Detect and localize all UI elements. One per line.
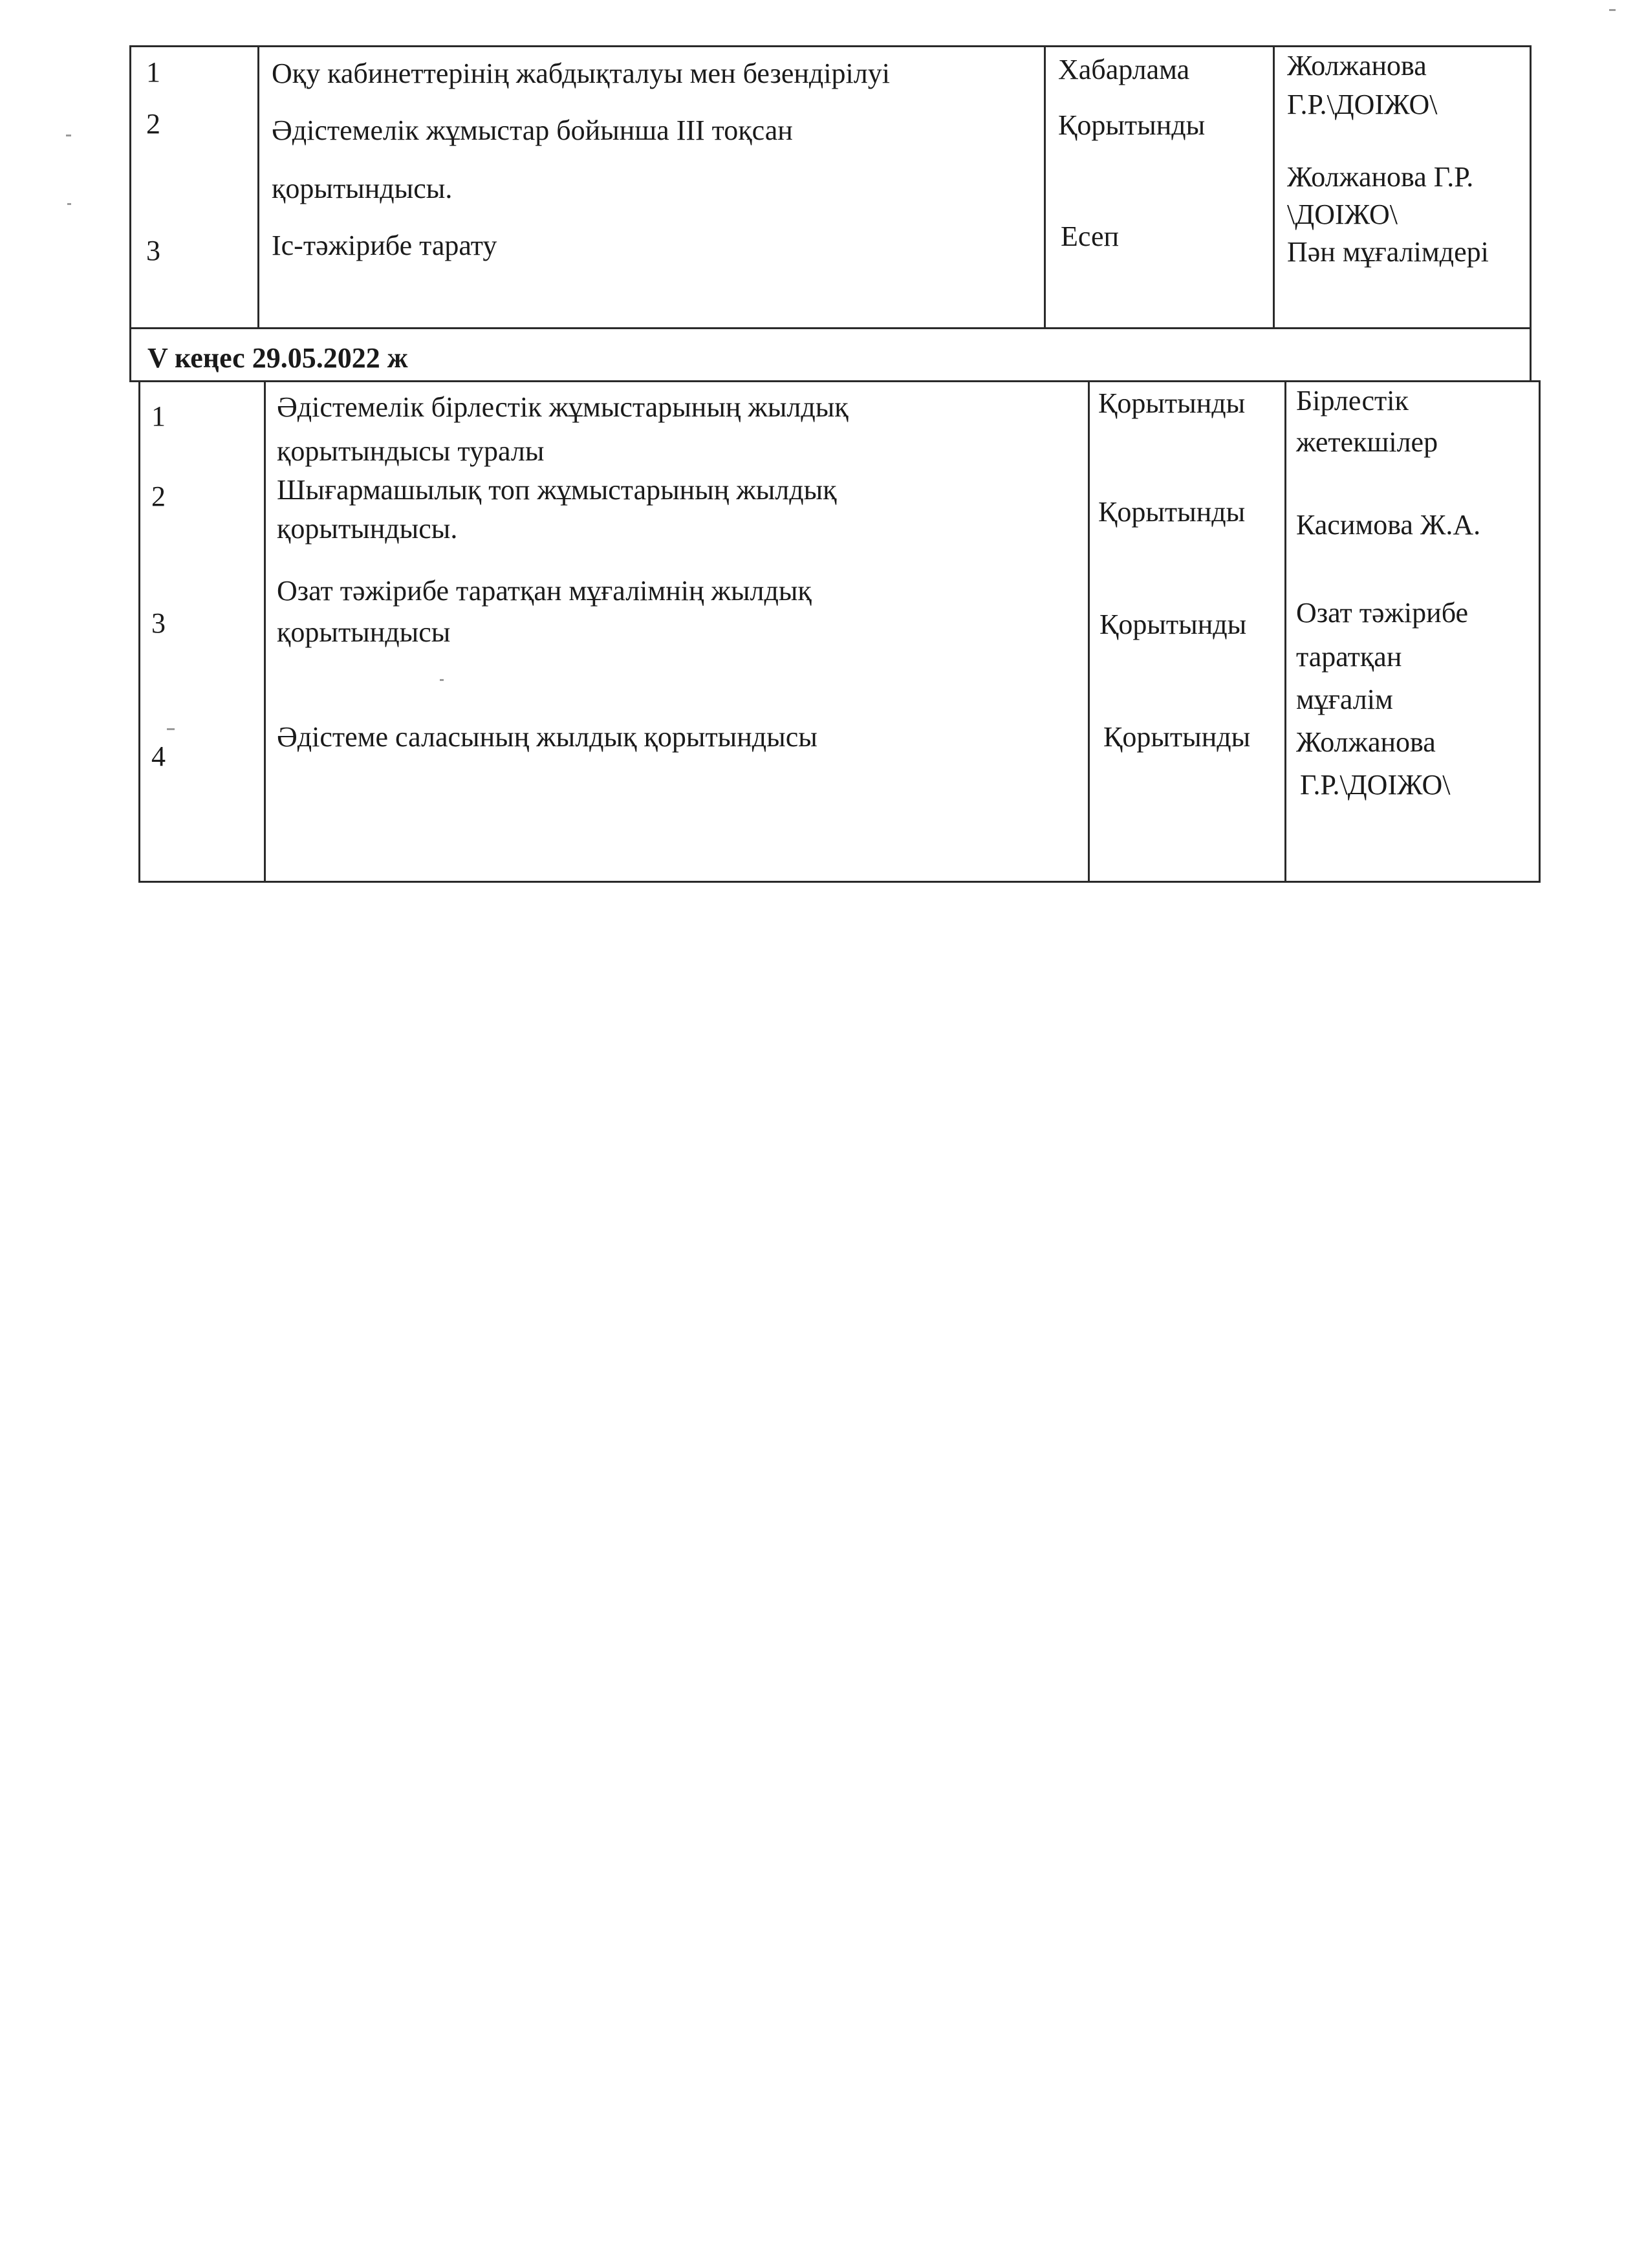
agenda-topic: қорытындысы туралы xyxy=(277,435,545,467)
responsible-person: Г.Р.\ДОІЖО\ xyxy=(1287,89,1438,120)
section-title: V кеңес 29.05.2022 ж xyxy=(147,342,408,374)
responsible-person: Касимова Ж.А. xyxy=(1296,509,1481,541)
table-1-bottom-border xyxy=(129,327,1532,329)
row-number: 2 xyxy=(151,481,166,512)
agenda-topic: Әдістеме саласының жылдық қорытындысы xyxy=(277,721,817,753)
table-1-col-divider xyxy=(1273,45,1275,329)
table-2-left-border xyxy=(138,382,140,881)
scan-speck xyxy=(167,728,175,730)
section-right-border xyxy=(1530,327,1532,382)
agenda-topic: Оқу кабинеттерінің жабдықталуы мен безендірілуі xyxy=(272,58,890,89)
responsible-person: Бірлестік xyxy=(1296,385,1409,416)
row-number: 4 xyxy=(151,740,166,772)
report-form: Хабарлама xyxy=(1058,54,1190,85)
table-2-col-divider xyxy=(1088,382,1090,881)
responsible-person: Озат тәжірибе xyxy=(1296,597,1469,629)
report-form: Қорытынды xyxy=(1099,609,1247,640)
table-2-col-divider xyxy=(1284,382,1286,881)
section-left-border xyxy=(129,327,131,382)
scan-speck xyxy=(1609,9,1616,11)
table-2-bottom-border xyxy=(138,881,1541,883)
table-1-left-border xyxy=(129,45,131,329)
responsible-person: Жолжанова xyxy=(1287,50,1427,81)
table-1-right-border xyxy=(1530,45,1532,329)
row-number: 1 xyxy=(146,56,160,88)
agenda-topic: қорытындысы. xyxy=(277,513,458,545)
responsible-person: Г.Р.\ДОІЖО\ xyxy=(1300,769,1451,801)
agenda-topic: Іс-тәжірибе тарату xyxy=(272,230,497,261)
scan-speck xyxy=(440,679,444,681)
table-1-col-divider xyxy=(1044,45,1046,329)
table-2-right-border xyxy=(1539,382,1541,881)
row-number: 1 xyxy=(151,400,166,432)
responsible-person: Пән мұғалімдері xyxy=(1287,236,1489,268)
report-form: Қорытынды xyxy=(1058,109,1206,141)
report-form: Қорытынды xyxy=(1098,387,1246,419)
responsible-person: таратқан xyxy=(1296,641,1402,673)
row-number: 3 xyxy=(146,235,160,266)
report-form: Есеп xyxy=(1061,221,1120,252)
scan-speck xyxy=(67,203,71,205)
responsible-person: Жолжанова xyxy=(1296,726,1436,758)
table-1-col-divider xyxy=(257,45,259,329)
agenda-topic: Әдістемелік бірлестік жұмыстарының жылдық xyxy=(277,391,849,423)
responsible-person: жетекшілер xyxy=(1296,426,1438,458)
agenda-topic: Әдістемелік жұмыстар бойынша ІІІ тоқсан xyxy=(272,114,793,146)
report-form: Қорытынды xyxy=(1103,721,1251,753)
row-number: 3 xyxy=(151,607,166,639)
responsible-person: мұғалім xyxy=(1296,684,1393,715)
scan-speck xyxy=(66,135,71,136)
agenda-topic: Шығармашылық топ жұмыстарының жылдық xyxy=(277,474,837,506)
agenda-topic: қорытындысы xyxy=(277,616,451,648)
agenda-topic: қорытындысы. xyxy=(272,173,453,204)
responsible-person: Жолжанова Г.Р. xyxy=(1287,161,1474,193)
row-number: 2 xyxy=(146,108,160,140)
responsible-person: \ДОІЖО\ xyxy=(1287,199,1398,230)
report-form: Қорытынды xyxy=(1098,496,1246,528)
table-2-col-divider xyxy=(264,382,266,881)
agenda-topic: Озат тәжірибе таратқан мұғалімнің жылдық xyxy=(277,575,812,607)
